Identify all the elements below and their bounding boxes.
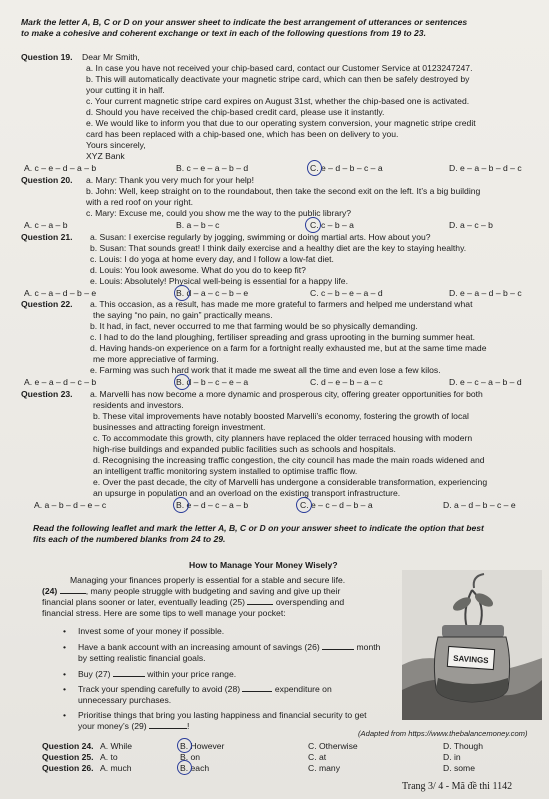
q23-line: high-rise buildings and expanded public facilities such as schools and hospitals. <box>93 444 396 454</box>
q22-option-b[interactable]: B. d – b – c – e – a <box>176 377 249 387</box>
q20-option-c[interactable]: C. c – b – a <box>310 220 354 230</box>
leaflet-text: Track your spending carefully to avoid (28) <box>78 684 241 694</box>
q23-option-b[interactable]: B. e – d – c – a – b <box>176 500 249 510</box>
tip-3 <box>78 669 236 680</box>
q21-line: a. Susan: I exercise regularly by jogging, swimming or doing martial arts. How about you? <box>90 232 431 242</box>
q22-line: me more appreciative of farming. <box>93 354 219 364</box>
instruction-line-1: Mark the letter A, B, C or D on your answer sheet to indicate the best arrangement of utterances or sentences <box>21 17 468 27</box>
q19-line: XYZ Bank <box>86 151 125 161</box>
question-24-label: Question 24. <box>42 741 94 751</box>
q20-line: a. Mary: Thank you very much for your help! <box>86 175 254 185</box>
q24-option-b[interactable]: B. However <box>180 741 225 751</box>
q19-line: Yours sincerely, <box>86 140 146 150</box>
blank-27[interactable] <box>113 676 145 677</box>
pen-circle-mark <box>177 760 192 775</box>
q21-option-b[interactable]: B. d – a – c – b – e <box>176 288 249 298</box>
q21-option-c[interactable]: C. c – b – e – a – d <box>310 288 383 298</box>
jar-label: SAVINGS <box>452 653 489 666</box>
q23-line: e. Over the past decade, the city of Marvelli has undergone a considerable transformation, experiencing <box>93 477 488 487</box>
q19-line: your cutting it in half. <box>86 85 165 95</box>
blank-24-number: (24) <box>42 586 58 596</box>
bullet-dot: • <box>63 684 67 694</box>
q26-option-c[interactable]: C. many <box>308 763 340 773</box>
tip-2 <box>78 642 380 653</box>
q25-option-d[interactable]: D. in <box>443 752 461 762</box>
blank-26[interactable] <box>322 649 354 650</box>
q22-line: b. It had, in fact, never occurred to me that farming would be so physically demanding. <box>90 321 418 331</box>
pen-circle-mark <box>296 497 312 513</box>
q24-option-c[interactable]: C. Otherwise <box>308 741 358 751</box>
pen-circle-mark <box>177 738 192 753</box>
q23-line: residents and investors. <box>93 400 184 410</box>
q19-option-d[interactable]: D. e – a – b – d – c <box>449 163 522 173</box>
q22-option-d[interactable]: D. e – c – a – b – d <box>449 377 522 387</box>
q19-line: a. In case you have not received your chip-based card, contact our Customer Service at 0123247247. <box>86 63 473 73</box>
leaflet-intro: financial stress. Here are some tips to well manage your pocket: <box>42 608 286 618</box>
q21-line: b. Susan: That sounds great! I think daily exercise and a healthy diet are the key to staying healthy. <box>90 243 467 253</box>
instruction2-line-2: fits each of the numbered blanks from 24 to 29. <box>33 534 226 544</box>
blank-28[interactable] <box>242 691 272 692</box>
source-citation: (Adapted from https://www.thebalancemoney.com) <box>358 729 528 738</box>
q19-line: b. This will automatically deactivate your magnetic stripe card, which can then be safely destroyed by <box>86 74 470 84</box>
instruction-line-2: to make a cohesive and coherent exchange or text in each of the following questions from 19 to 23. <box>21 28 426 38</box>
q23-line: a. Marvelli has now become a more dynamic and prosperous city, offering greater opportunities for both <box>90 389 483 399</box>
q19-option-c[interactable]: C. e – d – b – c – a <box>310 163 383 173</box>
leaflet-text: Have a bank account with an increasing amount of savings (26) <box>78 642 320 652</box>
q20-line: b. John: Well, keep straight on to the roundabout, then take the second exit on the left. It’s a big building <box>86 186 481 196</box>
q19-line: Dear Mr Smith, <box>82 52 140 62</box>
q23-line: an upsurge in population and an overload on the existing transport infrastructure. <box>93 488 401 498</box>
q20-line: with a red roof on your right. <box>86 197 193 207</box>
question-21-label: Question 21. <box>21 232 73 242</box>
q26-option-b[interactable]: B. each <box>180 763 210 773</box>
bullet-dot: • <box>63 642 67 652</box>
tip-4 <box>78 684 332 695</box>
q23-option-a[interactable]: A. a – b – d – e – c <box>34 500 107 510</box>
q20-option-d[interactable]: D. a – c – b <box>449 220 493 230</box>
q23-line: an intelligent traffic monitoring system installed to optimise traffic flow. <box>93 466 358 476</box>
blank-25[interactable] <box>247 604 273 605</box>
q22-line: e. Farming was such hard work that it made me sweat all the time and even lose a few kilos. <box>90 365 441 375</box>
q23-line: c. To accommodate this growth, city planners have replaced the older terraced housing with modern <box>93 433 473 443</box>
q23-line: d. Recognising the increasing traffic congestion, the city council has made the main roads widened and <box>93 455 485 465</box>
leaflet-text: overspending and <box>275 597 345 607</box>
q22-option-c[interactable]: C. d – e – b – a – c <box>310 377 383 387</box>
q19-line: d. Should you have received the chip-based credit card, please use it instantly. <box>86 107 385 117</box>
q19-line: c. Your current magnetic stripe card expires on August 31st, whether the chip-based one is activated. <box>86 96 470 106</box>
q19-line: e. We would like to inform you that due to our operating system conversion, your magnetic stripe credit <box>86 118 476 128</box>
q20-line: c. Mary: Excuse me, could you show me the way to the public library? <box>86 208 352 218</box>
leaflet-text: your money’s (29) <box>78 721 147 731</box>
tip-2-cont: by setting realistic financial goals. <box>78 653 206 663</box>
leaflet-text: financial plans sooner or later, eventually leading (25) <box>42 597 246 607</box>
q24-option-a[interactable]: A. While <box>100 741 132 751</box>
question-22-label: Question 22. <box>21 299 73 309</box>
q22-option-a[interactable]: A. e – a – d – c – b <box>24 377 97 387</box>
leaflet-intro: Managing your finances properly is essential for a stable and secure life. <box>70 575 346 585</box>
question-26-label: Question 26. <box>42 763 94 773</box>
q26-option-a[interactable]: A. much <box>100 763 132 773</box>
q19-option-a[interactable]: A. c – e – d – a – b <box>24 163 97 173</box>
leaflet-intro <box>42 597 344 608</box>
pen-circle-mark <box>173 497 189 513</box>
q21-line: c. Louis: I do yoga at home every day, and I follow a low-fat diet. <box>90 254 334 264</box>
page-footer: Trang 3/ 4 - Mã đề thi 1142 <box>402 781 513 792</box>
question-20-label: Question 20. <box>21 175 73 185</box>
leaflet-text: Buy (27) <box>78 669 111 679</box>
q23-option-c[interactable]: C. e – c – d – b – a <box>300 500 373 510</box>
question-19-label: Question 19. <box>21 52 73 62</box>
instruction2-line-1: Read the following leaflet and mark the letter A, B, C or D on your answer sheet to indicate the option that best <box>33 523 484 533</box>
q21-option-d[interactable]: D. e – a – d – b – c <box>449 288 522 298</box>
q19-line: card has been replaced with a chip-based one, which has been on delivery to you. <box>86 129 399 139</box>
tip-4-cont: unnecessary purchases. <box>78 695 172 705</box>
q24-option-d[interactable]: D. Though <box>443 741 483 751</box>
leaflet-text: , many people struggle with budgeting and saving and give up their <box>85 586 341 596</box>
q22-line: the saying “no pain, no gain” practically means. <box>93 310 273 320</box>
q20-option-a[interactable]: A. c – a – b <box>24 220 68 230</box>
q23-line: b. These vital improvements have notably boosted Marvelli’s economy, fostering the growth of local <box>93 411 469 421</box>
q21-line: e. Louis: Absolutely! Physical well-being is essential for a happy life. <box>90 276 348 286</box>
q21-option-a[interactable]: A. c – a – d – b – e <box>24 288 97 298</box>
tip-1: Invest some of your money if possible. <box>78 626 225 636</box>
pen-circle-mark <box>307 160 322 176</box>
q22-line: c. I had to do the land ploughing, fertiliser spreading and grass uprooting in the burning summer heat. <box>90 332 476 342</box>
blank-24[interactable] <box>60 593 86 594</box>
savings-jar-illustration <box>402 570 542 720</box>
question-23-label: Question 23. <box>21 389 73 399</box>
leaflet-text: expenditure on <box>274 684 332 694</box>
tip-5: Prioritise things that bring you lasting happiness and financial security to get <box>78 710 367 720</box>
q19-option-b[interactable]: B. c – e – a – b – d <box>176 163 249 173</box>
leaflet-intro <box>42 586 340 597</box>
bullet-dot: • <box>63 710 67 720</box>
leaflet-text: month <box>356 642 381 652</box>
question-25-label: Question 25. <box>42 752 94 762</box>
pen-circle-mark <box>305 217 321 233</box>
q25-option-a[interactable]: A. to <box>100 752 118 762</box>
q22-line: a. This occasion, as a result, has made me more grateful to farmers and helped me understand what <box>90 299 473 309</box>
leaflet-text: ! <box>187 721 190 731</box>
bullet-dot: • <box>63 669 67 679</box>
leaflet-title: How to Manage Your Money Wisely? <box>189 560 338 570</box>
q23-option-d[interactable]: D. a – d – b – c – e <box>443 500 516 510</box>
q26-option-d[interactable]: D. some <box>443 763 475 773</box>
pen-circle-mark <box>174 374 190 390</box>
blank-29[interactable] <box>149 728 187 729</box>
q25-option-b[interactable]: B. on <box>180 752 201 762</box>
q20-option-b[interactable]: B. a – b – c <box>176 220 220 230</box>
q25-option-c[interactable]: C. at <box>308 752 327 762</box>
q23-line: businesses and attracting foreign investment. <box>93 422 266 432</box>
bullet-dot: • <box>63 626 67 636</box>
leaflet-text: within your price range. <box>147 669 237 679</box>
q22-line: d. Having hands-on experience on a farm for a fortnight really exhausted me, but at the same time made <box>90 343 487 353</box>
tip-5-cont <box>78 721 189 732</box>
q21-line: d. Louis: You look awesome. What do you do to keep fit? <box>90 265 306 275</box>
